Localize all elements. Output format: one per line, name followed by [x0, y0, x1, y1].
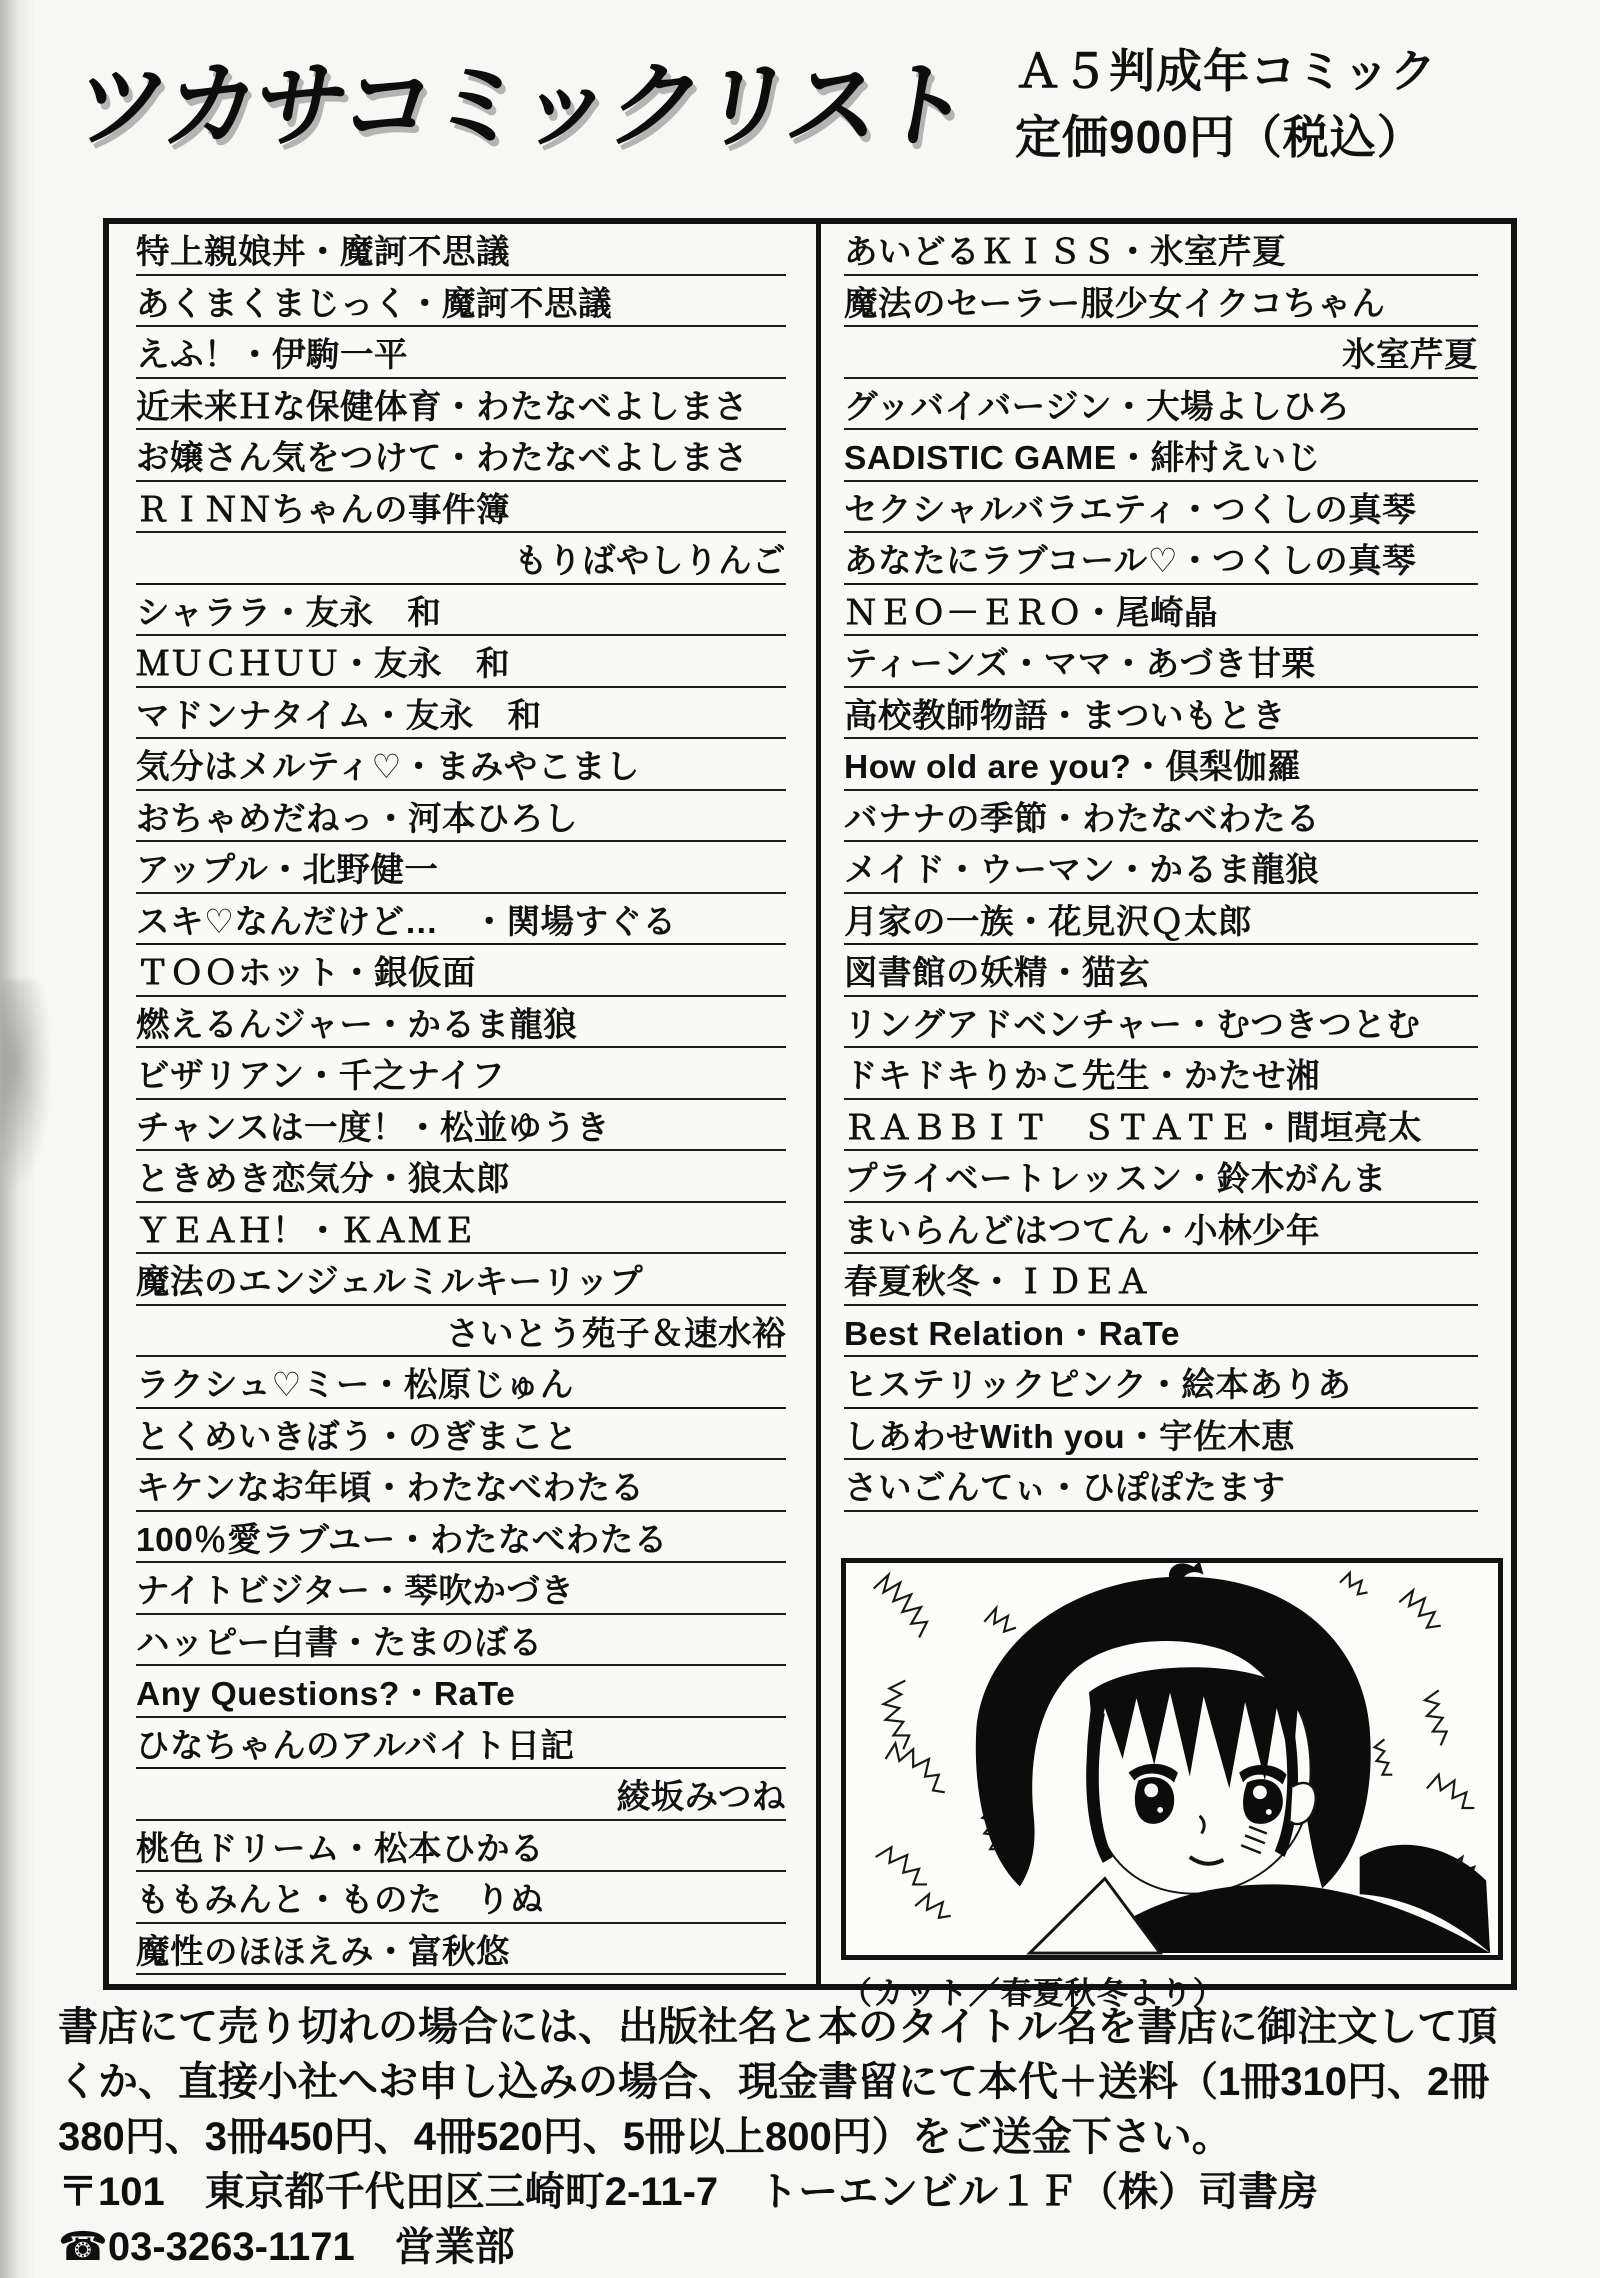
list-item: リングアドベンチャー・むつきつとむ	[844, 997, 1478, 1049]
list-column-right	[821, 224, 1511, 2011]
manga-girl-illustration	[846, 1563, 1498, 1955]
list-item: ＭＵＣＨＵＵ・友永 和	[136, 636, 786, 688]
scan-edge-artifact	[0, 0, 36, 2278]
list-item: まいらんどはつてん・小林少年	[844, 1203, 1478, 1255]
list-item: 魔法のセーラー服少女イクコちゃん	[844, 276, 1478, 328]
order-line: 380円、3冊450円、4冊520円、5冊以上800円）をご送金下さい。	[58, 2115, 1232, 2159]
list-item: チャンスは一度！・松並ゆうき	[136, 1100, 786, 1152]
list-item: あくまくまじっく・魔訶不思議	[136, 276, 786, 328]
list-item: SADISTIC GAME・緋村えいじ	[844, 430, 1478, 482]
list-item: ビザリアン・千之ナイフ	[136, 1048, 786, 1100]
list-item: あいどるＫＩＳＳ・氷室芹夏	[844, 224, 1478, 276]
list-item: 魔性のほほえみ・富秋悠	[136, 1924, 786, 1976]
list-column-left	[109, 224, 816, 1984]
list-item-author-continuation: 綾坂みつね	[136, 1769, 786, 1821]
illustration-caption: （カット／春夏秋冬より）	[841, 1975, 1225, 2011]
list-item: 気分はメルティ♡・まみやこまし	[136, 739, 786, 791]
list-item: セクシャルバラエティ・つくしの真琴	[844, 482, 1478, 534]
list-item: とくめいきぼう・のぎまこと	[136, 1409, 786, 1461]
list-item-author-continuation: 氷室芹夏	[844, 327, 1478, 379]
publication-info	[1015, 38, 1437, 170]
list-item: マドンナタイム・友永 和	[136, 688, 786, 740]
page-title: ツカサコミックリスト	[66, 53, 976, 158]
list-item: ＲＩＮＮちゃんの事件簿	[136, 482, 786, 534]
list-item: 100％愛ラブユー・わたなべわたる	[136, 1512, 786, 1564]
list-item: 特上親娘丼・魔訶不思議	[136, 224, 786, 276]
list-item: ももみんと・ものた りぬ	[136, 1872, 786, 1924]
comic-list-table	[103, 218, 1517, 2011]
list-item: バナナの季節・わたなべわたる	[844, 791, 1478, 843]
list-item: えふ！・伊駒一平	[136, 327, 786, 379]
scan-blotch-artifact	[0, 980, 52, 1190]
list-item: 近未来Ｈな保健体育・わたなべよしまさ	[136, 379, 786, 431]
list-item: 図書館の妖精・猫玄	[844, 945, 1478, 997]
list-item: ＴＯＯホット・銀仮面	[136, 945, 786, 997]
price-line: 定価900円（税込）	[1015, 111, 1424, 163]
list-item: メイド・ウーマン・かるま龍狼	[844, 842, 1478, 894]
list-item: おちゃめだねっ・河本ひろし	[136, 791, 786, 843]
list-item: 魔法のエンジェルミルキーリップ	[136, 1254, 786, 1306]
list-item: Any Questions?・RaTe	[136, 1666, 786, 1718]
phone-line: ☎03-3263-1171 営業部	[58, 2225, 515, 2269]
list-item: 春夏秋冬・ＩＤＥＡ	[844, 1254, 1478, 1306]
order-line: 書店にて売り切れの場合には、出版社名と本のタイトル名を書店に御注文して頂	[58, 2005, 1498, 2049]
list-rows-right	[821, 224, 1511, 1512]
illustration-frame	[841, 1558, 1503, 1960]
list-item: アップル・北野健一	[136, 842, 786, 894]
illustration-figure	[841, 1558, 1503, 2013]
list-item: しあわせWith you・宇佐木恵	[844, 1409, 1478, 1461]
list-item: シャララ・友永 和	[136, 585, 786, 637]
list-item: 燃えるんジャー・かるま龍狼	[136, 997, 786, 1049]
list-item: お嬢さん気をつけて・わたなべよしまさ	[136, 430, 786, 482]
list-item-author-continuation: もりばやしりんご	[136, 533, 786, 585]
list-item: ヒステリックピンク・絵本ありあ	[844, 1357, 1478, 1409]
list-item: ＲＡＢＢＩＴ ＳＴＡＴＥ・間垣亮太	[844, 1100, 1478, 1152]
order-info	[58, 2000, 1568, 2275]
list-item: ＹＥＡＨ！・ＫＡＭＥ	[136, 1203, 786, 1255]
list-item: ときめき恋気分・狼太郎	[136, 1151, 786, 1203]
list-item: 桃色ドリーム・松本ひかる	[136, 1821, 786, 1873]
list-item: ハッピー白書・たまのぼる	[136, 1615, 786, 1667]
list-item: グッバイバージン・大場よしひろ	[844, 379, 1478, 431]
list-item: スキ♡なんだけど… ・関場すぐる	[136, 894, 786, 946]
list-item: キケンなお年頃・わたなべわたる	[136, 1460, 786, 1512]
list-item: Best Relation・RaTe	[844, 1306, 1478, 1358]
list-item: ナイトビジター・琴吹かづき	[136, 1563, 786, 1615]
format-line: Ａ５判成年コミック	[1015, 45, 1438, 97]
list-item: ＮＥＯ－ＥＲＯ・尾崎晶	[844, 585, 1478, 637]
list-item: ティーンズ・ママ・あづき甘栗	[844, 636, 1478, 688]
list-item: 高校教師物語・まついもとき	[844, 688, 1478, 740]
list-item: プライベートレッスン・鈴木がんま	[844, 1151, 1478, 1203]
address-line: 〒101 東京都千代田区三崎町2-11-7 トーエンビル１Ｆ（株）司書房	[58, 2170, 1319, 2214]
list-item: ラクシュ♡ミー・松原じゅん	[136, 1357, 786, 1409]
list-item: How old are you?・倶梨伽羅	[844, 739, 1478, 791]
list-item: あなたにラブコール♡・つくしの真琴	[844, 533, 1478, 585]
list-item: ドキドキりかこ先生・かたせ湘	[844, 1048, 1478, 1100]
list-item: ひなちゃんのアルバイト日記	[136, 1718, 786, 1770]
order-line: くか、直接小社へお申し込みの場合、現金書留にて本代＋送料（1冊310円、2冊	[58, 2060, 1490, 2104]
list-item-author-continuation: さいとう苑子＆速水裕	[136, 1306, 786, 1358]
list-item: 月家の一族・花見沢Ｑ太郎	[844, 894, 1478, 946]
list-rows-left	[109, 224, 816, 1975]
list-item: さいごんてぃ・ひぽぽたます	[844, 1460, 1478, 1512]
